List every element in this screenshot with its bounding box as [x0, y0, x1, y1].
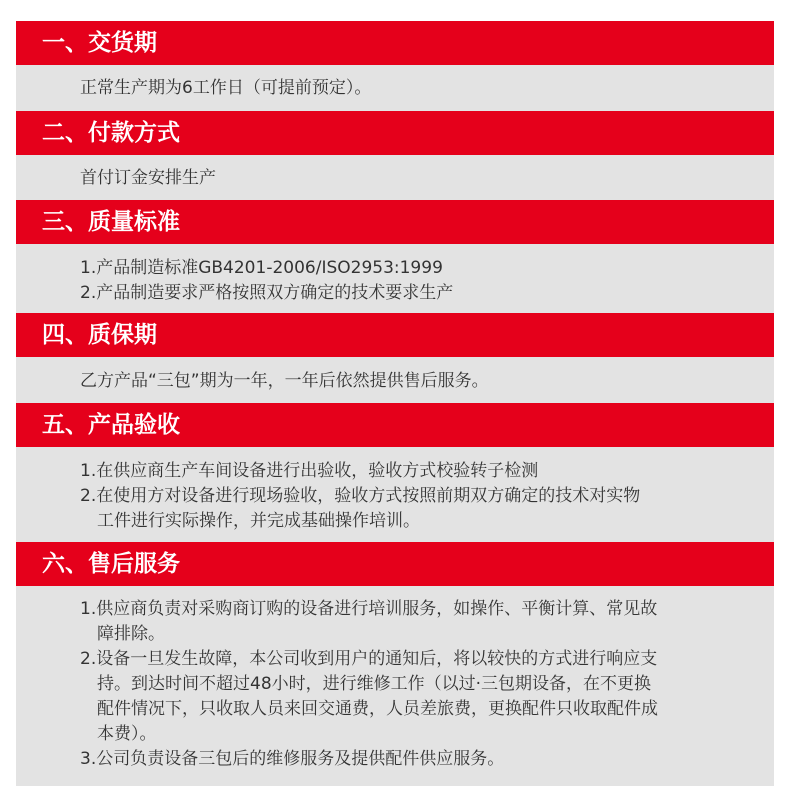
text-line: 工件进行实际操作，并完成基础操作培训。 — [97, 511, 420, 531]
text-line: 首付订金安排生产 — [80, 168, 216, 188]
text-line: 2.产品制造要求严格按照双方确定的技术要求生产 — [80, 283, 454, 303]
section-body-warranty — [16, 357, 774, 404]
text-line: 乙方产品“三包”期为一年，一年后依然提供售后服务。 — [80, 371, 489, 391]
text-line: 正常生产期为6工作日（可提前预定）。 — [80, 78, 372, 98]
text-line: 3.公司负责设备三包后的维修服务及提供配件供应服务。 — [80, 749, 505, 769]
text-line: 2.设备一旦发生故障，本公司收到用户的通知后，将以较快的方式进行响应支 — [80, 649, 658, 669]
section-body-acceptance — [16, 447, 774, 543]
text-line: 本费）。 — [97, 724, 157, 744]
section-body-payment — [16, 155, 774, 201]
text-line: 配件情况下，只收取人员来回交通费，人员差旅费，更换配件只收取配件成 — [97, 699, 658, 719]
text-line: 1.供应商负责对采购商订购的设备进行培训服务，如操作、平衡计算、常见故 — [80, 599, 658, 619]
section-body-quality — [16, 244, 774, 314]
text-line: 2.在使用方对设备进行现场验收，验收方式按照前期双方确定的技术对实物 — [80, 486, 641, 506]
section-title-quality: 三、质量标准 — [16, 200, 774, 244]
text-line: 持。到达时间不超过48小时，进行维修工作（以过·三包期设备，在不更换 — [97, 674, 652, 694]
section-title-after-sales: 六、售后服务 — [16, 542, 774, 586]
section-body-delivery — [16, 65, 774, 111]
section-body-after-sales — [16, 586, 774, 786]
section-title-warranty: 四、质保期 — [16, 313, 774, 357]
section-title-delivery: 一、交货期 — [16, 21, 774, 65]
text-line: 1.在供应商生产车间设备进行出验收，验收方式校验转子检测 — [80, 461, 539, 481]
text-line: 障排除。 — [97, 624, 165, 644]
section-title-acceptance: 五、产品验收 — [16, 403, 774, 447]
section-title-payment: 二、付款方式 — [16, 111, 774, 155]
text-line: 1.产品制造标准GB4201-2006/ISO2953:1999 — [80, 258, 443, 278]
